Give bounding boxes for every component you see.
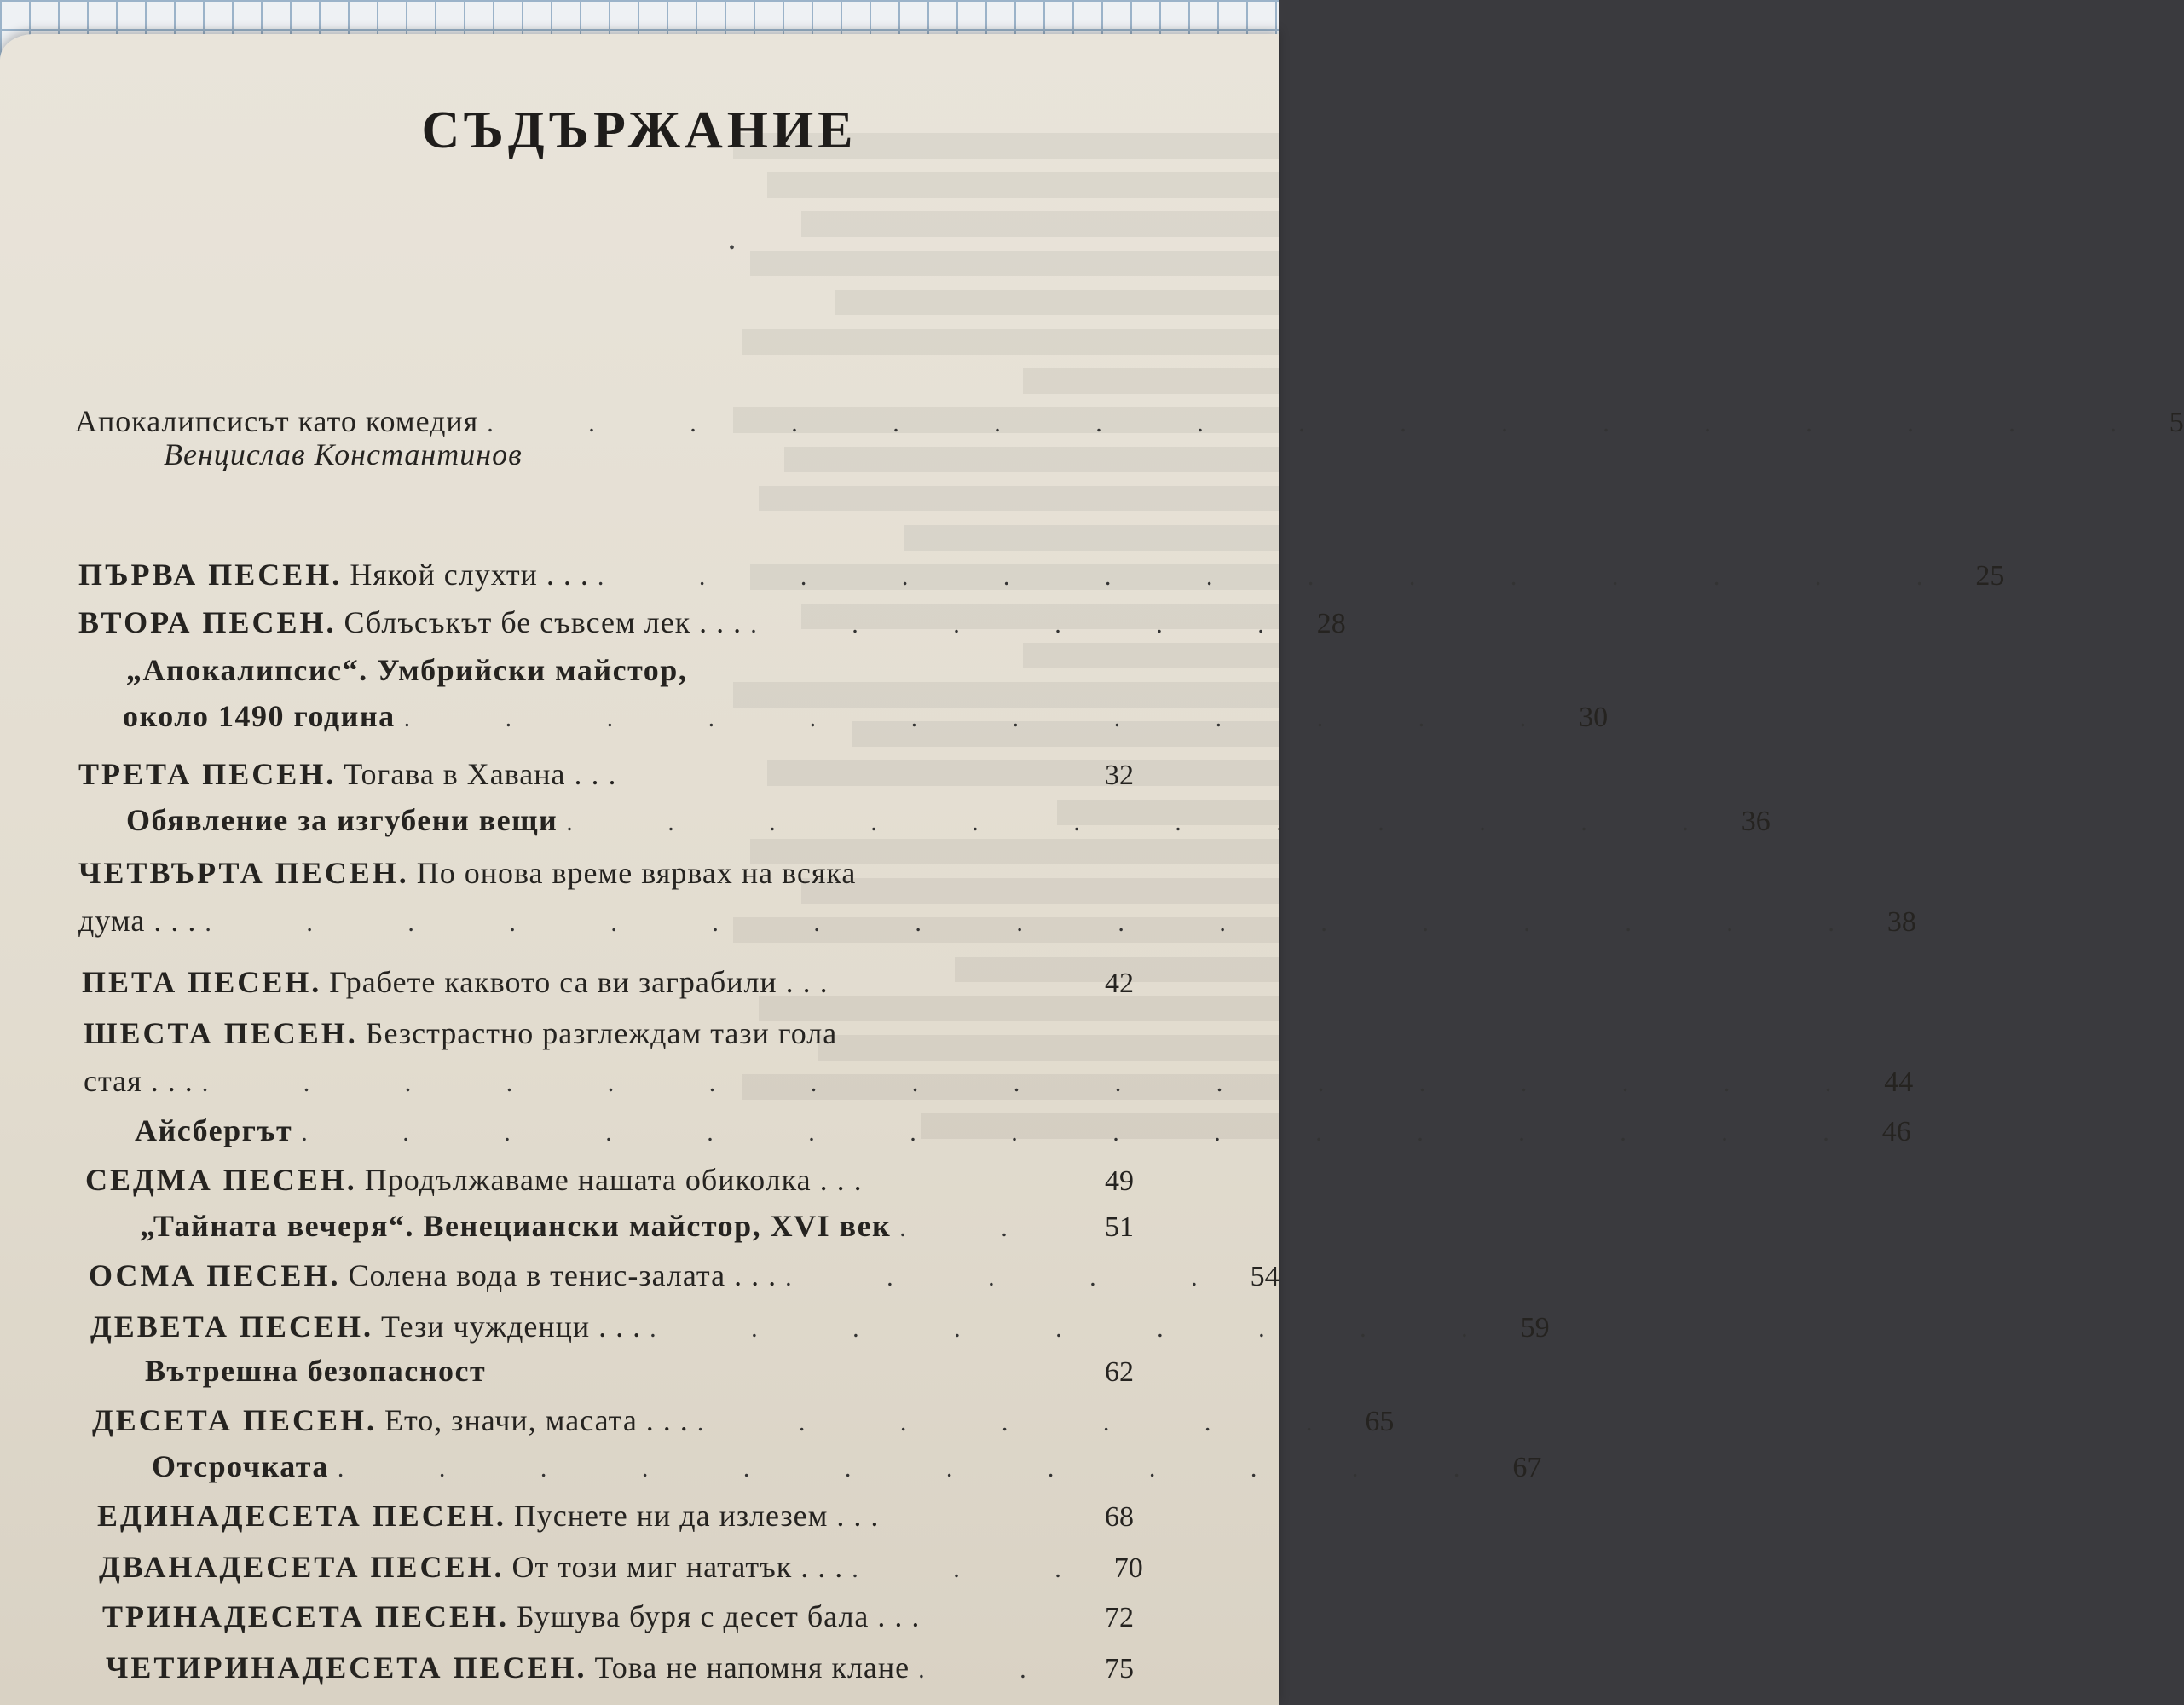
- song-label: ТРЕТА ПЕСЕН.: [78, 757, 337, 791]
- leader-dots: . . . . . . . . . . . . . .: [597, 563, 1967, 591]
- toc-entry: [78, 755, 1134, 795]
- leader-dots: . . . . . .: [750, 610, 1309, 639]
- entry-title: Солена вода в тенис-залата . . .: [348, 1258, 777, 1292]
- leader-dots: . .: [918, 1656, 1071, 1684]
- table-of-contents: [0, 34, 2184, 1705]
- song-label: ВТОРА ПЕСЕН.: [78, 605, 337, 639]
- toc-entry: [99, 1548, 1143, 1588]
- page-number: 46: [1881, 1116, 1911, 1147]
- song-label: ДЕВЕТА ПЕСЕН.: [90, 1309, 374, 1344]
- page-number: 28: [1316, 608, 1346, 639]
- leader-dots: . .: [899, 1214, 1052, 1242]
- entry-title: Ето, значи, масата . . .: [384, 1403, 689, 1437]
- toc-entry: [78, 556, 2005, 596]
- page-number: 44: [1884, 1066, 1914, 1098]
- leader-dots: . . .: [852, 1555, 1106, 1583]
- toc-entry: [82, 963, 1134, 1003]
- song-label: ЕДИНАДЕСЕТА ПЕСЕН.: [97, 1499, 506, 1533]
- song-label: ЧЕТИРИНАДЕСЕТА ПЕСЕН.: [106, 1650, 587, 1685]
- page-number: 49: [1105, 1165, 1134, 1197]
- entry-title: Тогава в Хавана . . .: [344, 757, 617, 791]
- toc-subentry: [135, 1112, 1911, 1152]
- leader-dots: . . . . . . . . . . . . . . . . .: [487, 409, 2161, 437]
- page-number: 30: [1579, 702, 1609, 733]
- page-number: 51: [1105, 1211, 1134, 1243]
- entry-title: Сблъсъкът бе съвсем лек . . .: [344, 605, 742, 639]
- page-number: 70: [1113, 1552, 1143, 1584]
- song-label: СЕДМА ПЕСЕН.: [85, 1163, 357, 1197]
- entry-continuation: стая . . .: [84, 1064, 194, 1098]
- leader-dots: . . . . . . . . . . . . . . . . .: [201, 1069, 1876, 1097]
- subentry-title: Вътрешна безопасност: [145, 1354, 487, 1388]
- entry-author: Венцислав Константинов: [164, 437, 523, 471]
- page-number: 65: [1365, 1406, 1395, 1437]
- toc-entry: [97, 1497, 1134, 1536]
- leader-dots: . . . . . . . . . . . .: [566, 808, 1733, 836]
- page-number: 68: [1105, 1501, 1134, 1533]
- page-number: 54: [1250, 1261, 1280, 1292]
- page-title: СЪДЪРЖАНИЕ: [421, 101, 858, 159]
- toc-entry-cont: [84, 1062, 1914, 1102]
- page-number: 42: [1105, 968, 1134, 999]
- toc-entry: [106, 1649, 1134, 1689]
- toc-subentry: [126, 651, 1134, 689]
- song-label: ТРИНАДЕСЕТА ПЕСЕН.: [102, 1599, 510, 1633]
- page-number: 75: [1105, 1653, 1134, 1685]
- song-label: ПЪРВА ПЕСЕН.: [78, 558, 343, 592]
- subentry-title: Айсбергът: [135, 1113, 293, 1147]
- subentry-title: Отсрочката: [152, 1449, 329, 1483]
- song-label: ШЕСТА ПЕСЕН.: [84, 1016, 358, 1050]
- subentry-title: Обявление за изгубени вещи: [126, 803, 558, 837]
- subentry-title: „Апокалипсис“. Умбрийски майстор,: [126, 653, 688, 687]
- toc-subentry: [145, 1352, 1134, 1391]
- song-label: ДЕСЕТА ПЕСЕН.: [92, 1403, 378, 1437]
- toc-subentry: [152, 1448, 1542, 1488]
- ink-dot: •: [729, 239, 736, 257]
- leader-dots: . . . . .: [785, 1263, 1242, 1292]
- toc-entry: [89, 1257, 1280, 1297]
- toc-entry: [85, 1161, 1134, 1200]
- page-number: 67: [1512, 1452, 1542, 1483]
- toc-entry: [84, 1014, 1134, 1052]
- song-label: ПЕТА ПЕСЕН.: [82, 965, 322, 999]
- entry-title: От този миг нататък . . .: [511, 1550, 844, 1584]
- book-page: [0, 34, 2184, 1705]
- song-label: ОСМА ПЕСЕН.: [89, 1258, 341, 1292]
- leader-dots: . . . . . . . . . . . . . . . .: [301, 1118, 1874, 1147]
- toc-entry: [92, 1402, 1395, 1442]
- toc-entry-cont: [78, 902, 1916, 942]
- page-number: 62: [1105, 1356, 1134, 1388]
- page-number: 38: [1886, 906, 1916, 938]
- leader-dots: . . . . . . . . . . . .: [337, 1454, 1505, 1482]
- entry-title: Някой слухти . . .: [350, 558, 589, 592]
- toc-subentry: [126, 801, 1771, 841]
- page-number: 25: [1975, 560, 2005, 592]
- entry-title: Продължаваме нашата обиколка . . .: [364, 1163, 863, 1197]
- leader-dots: . . . . . . . . .: [650, 1315, 1512, 1343]
- subentry-title: „Тайната вечеря“. Венециански майстор, XVI век: [140, 1209, 892, 1243]
- entry-title: Това не напомня клане: [594, 1650, 910, 1685]
- entry-title: Пуснете ни да излезем . . .: [513, 1499, 880, 1533]
- subentry-title: около 1490 година: [123, 699, 396, 733]
- song-label: ЧЕТВЪРТА ПЕСЕН.: [78, 856, 409, 890]
- toc-entry: [90, 1308, 1550, 1348]
- page-number: 32: [1105, 760, 1134, 791]
- entry-title: Апокалипсисът като комедия: [75, 404, 479, 438]
- page-number: 5: [2169, 407, 2184, 438]
- entry-title: Грабете каквото са ви заграбили . . .: [329, 965, 829, 999]
- leader-dots: . . . . . . . . . . . . . . . . .: [205, 909, 1879, 937]
- entry-title: Бушува буря с десет бала . . .: [517, 1599, 921, 1633]
- entry-title: Тези чужденци . . .: [381, 1309, 642, 1344]
- song-label: ДВАНАДЕСЕТА ПЕСЕН.: [99, 1550, 505, 1584]
- toc-subentry-cont: [123, 697, 1609, 737]
- page-number: 72: [1105, 1602, 1134, 1633]
- leader-dots: . . . . . . . . . . . .: [403, 704, 1571, 732]
- page-number: 36: [1741, 806, 1771, 837]
- entry-title: По онова време вярвах на всяка: [416, 856, 857, 890]
- toc-entry: [78, 604, 1346, 644]
- entry-continuation: дума . . .: [78, 904, 197, 938]
- toc-entry: [78, 854, 1134, 892]
- leader-dots: . . . . . . .: [696, 1408, 1357, 1436]
- entry-title: Безстрастно разглеждам тази гола: [365, 1016, 838, 1050]
- toc-subentry: [140, 1207, 1134, 1247]
- page-number: 59: [1520, 1312, 1550, 1344]
- toc-entry: [102, 1598, 1134, 1637]
